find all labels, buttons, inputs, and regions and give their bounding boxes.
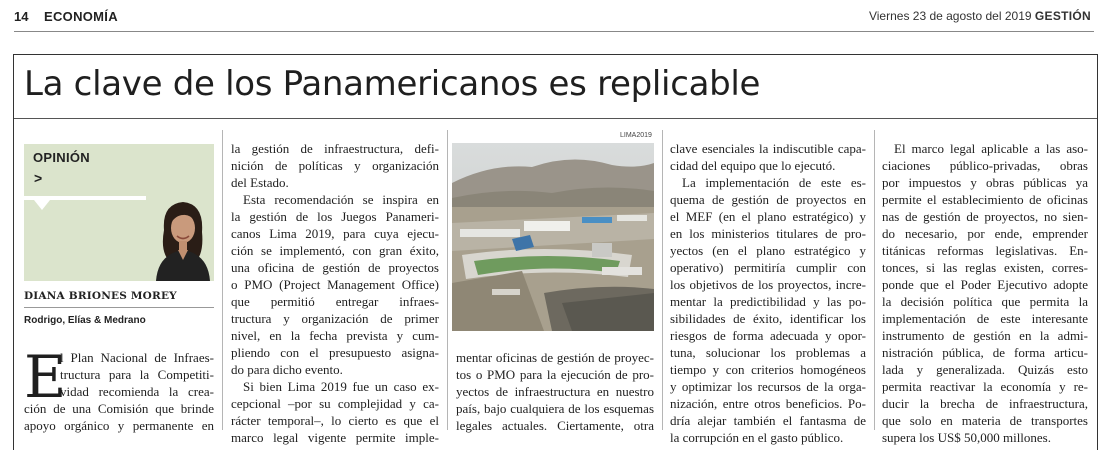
column-5 (882, 140, 1088, 446)
text-line: lada y generalizada. Quizás esto (882, 362, 1088, 377)
article-headline: La clave de los Panamericanos es replicable (24, 64, 761, 104)
text-line: ción de una Comisión que brinde (24, 401, 214, 416)
text-line: Esta recomendación se inspira en (243, 192, 439, 207)
text-line: do necesario, por ende, emprender (882, 226, 1088, 241)
text-line: que solo en materia de transportes (882, 413, 1088, 428)
text-line: pliendo con el presupuesto asigna- (231, 345, 439, 360)
text-line: tonces, si las reglas existen, corres- (882, 260, 1088, 275)
author-name: DIANA BRIONES MOREY (24, 290, 177, 302)
text-line: dría alejar también el fantasma de (670, 413, 866, 428)
speech-bubble-icon (34, 200, 50, 210)
text-line: operativo) permitiría cumplir con (670, 260, 866, 275)
chevron-right-icon: > (34, 170, 43, 186)
page-number: 14 (14, 9, 29, 24)
text-line: instrumento de gestión en la admi- (882, 328, 1088, 343)
text-line: apoyo orgánico y permanente en (24, 418, 214, 433)
text-line: vidad recomienda la crea- (60, 384, 214, 399)
text-line: en los ministerios titulares de pro- (670, 226, 866, 241)
text-line: titánicas reformas legislativas. En- (882, 243, 1088, 258)
column-rule (662, 130, 663, 430)
text-line: el MEF (en el plano estratégico) y (670, 209, 866, 224)
text-line: ción se implementó, con gran éxito, (231, 243, 439, 258)
text-line: yectos de infraestructura en nuestro (456, 384, 654, 399)
text-line: nivel, en la fecha prevista y cum- (231, 328, 439, 343)
text-line: cepcional –por su complejidad y ca- (231, 396, 439, 411)
column-rule (447, 130, 448, 430)
text-line: nización, entre otros beneficios. Po- (670, 396, 866, 411)
text-line: la gestión de infraestructura, defi- (231, 141, 439, 156)
text-line: nas de gestión de proyectos, no sien- (882, 209, 1088, 224)
text-line: la corrupción en el gasto público. (670, 430, 844, 445)
text-line: l Plan Nacional de Infraes- (60, 350, 214, 365)
text-line: que permitió entregar infraes- (231, 294, 439, 309)
stadium-photo (452, 143, 654, 331)
text-line: clave esenciales la indiscutible capa- (670, 141, 866, 156)
text-line: riesgos de forma adecuada y opor- (670, 328, 866, 343)
page-header (0, 0, 1103, 34)
issue-date: Viernes 23 de agosto del 2019 (868, 9, 1032, 23)
text-line: legales actuales. Ciertamente, otra (456, 418, 654, 433)
text-line: yectos (en el plano estratégico y (670, 243, 866, 258)
header-rule (14, 31, 1094, 32)
text-line: por impuestos y obras públicas ya (882, 175, 1088, 190)
column-rule (874, 130, 875, 430)
text-line: ducir la brecha de infraestructura, (882, 396, 1088, 411)
author-affiliation: Rodrigo, Elías & Medrano (24, 315, 146, 326)
text-line: do para dicho evento. (231, 362, 343, 377)
author-rule (24, 307, 214, 308)
text-line: y optimizar los recursos de la orga- (670, 379, 866, 394)
text-line: rácter temporal–, lo cierto es que el (231, 413, 439, 428)
text-line: o PMO (Project Management Office) (231, 277, 439, 292)
text-line: tiempo y con criterios homogéneos (670, 362, 866, 377)
text-line: Si bien Lima 2019 fue un caso ex- (243, 379, 439, 394)
text-line: ciaciones público-privadas, obras (882, 158, 1088, 173)
text-line: La implementación de este es- (682, 175, 866, 190)
text-line: mentar oficinas de gestión de proyec- (456, 350, 654, 365)
column-1 (60, 349, 214, 400)
text-line: del Estado. (231, 175, 289, 190)
column-3 (456, 349, 654, 434)
text-line: implementación de este interesante (882, 311, 1088, 326)
publication-name: GESTIÓN (1034, 9, 1091, 23)
text-line: país, bajo cualquiera de los esquemas (456, 401, 654, 416)
text-line: nición de políticas y organización (231, 158, 439, 173)
text-line: mentar la predictibilidad y las po- (670, 294, 866, 309)
text-line: supera los US$ 50,000 millones. (882, 430, 1051, 445)
column-4 (670, 140, 866, 446)
text-line: los objetivos de los proyectos, incre- (670, 277, 866, 292)
column-1-continued (24, 400, 214, 434)
section-name: ECONOMÍA (44, 9, 118, 24)
author-photo (150, 190, 214, 281)
text-line: permite el establecimiento de oficinas (882, 192, 1088, 207)
text-line: tuna, solucionar los problemas a (670, 345, 866, 360)
text-line: tos o PMO para la ejecución de pro- (456, 367, 654, 382)
text-line: El marco legal aplicable a las aso- (894, 141, 1088, 156)
photo-credit: LIMA2019 (620, 132, 652, 139)
text-line: canos Lima 2019, para cuya ejecu- (231, 226, 439, 241)
text-line: sibilidades de éxito, identificar los (670, 311, 866, 326)
text-line: cidad del equipo que lo ejecutó. (670, 158, 836, 173)
headline-rule (14, 118, 1097, 119)
text-line: nistración pública, de forma articu- (882, 345, 1088, 360)
text-line: quema de gestión de proyectos en (670, 192, 866, 207)
text-line: marco legal vigente permite imple- (231, 430, 439, 445)
text-line: la gestión de los Juegos Panameri- (231, 209, 439, 224)
dateline (869, 9, 1091, 23)
text-line: una oficina de gestión de proyectos (231, 260, 439, 275)
text-line: tructura para la Competiti- (60, 367, 214, 382)
column-2 (231, 140, 439, 446)
text-line: la decisión política que permita la (882, 294, 1088, 309)
drop-cap: E (24, 343, 67, 411)
text-line: ponde que el Poder Ejecutivo adopte (882, 277, 1088, 292)
text-line: tructura y organización de primer (231, 311, 439, 326)
text-line: permita reactivar la economía y re- (882, 379, 1088, 394)
opinion-label: OPINIÓN (33, 150, 90, 165)
column-rule (222, 130, 223, 430)
